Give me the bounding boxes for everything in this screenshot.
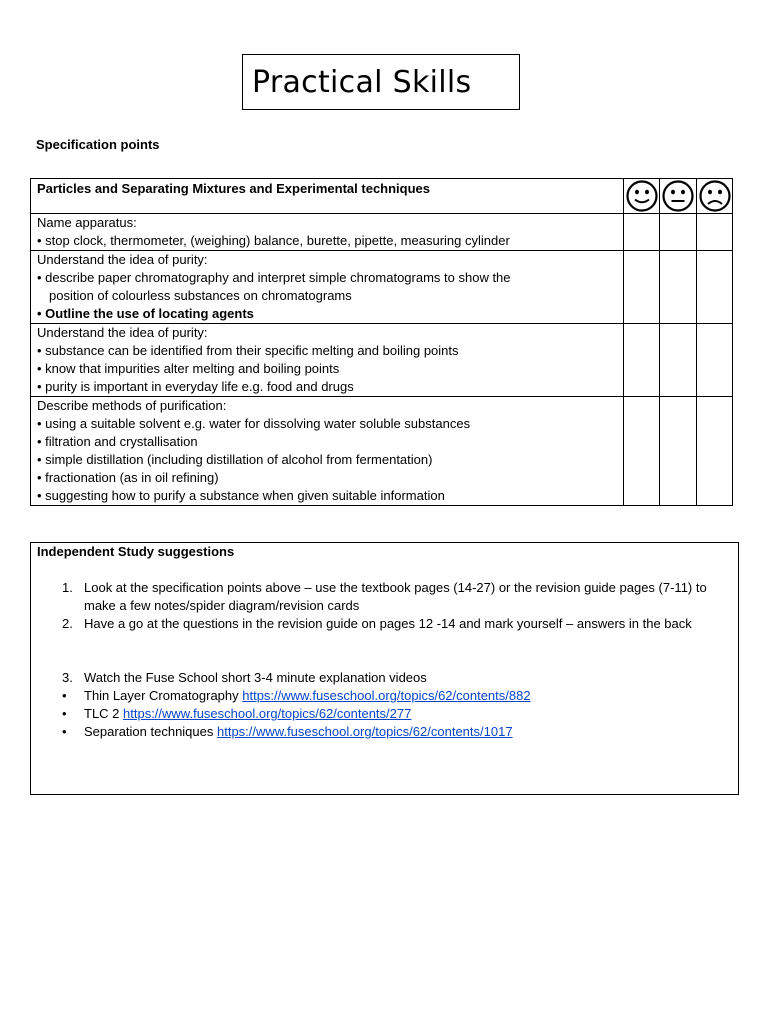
rating-cell-neutral[interactable] [660, 251, 697, 324]
specification-line: Understand the idea of purity: [37, 252, 208, 267]
specification-line: Name apparatus: [37, 215, 137, 230]
list-marker: • [62, 688, 67, 703]
table-row [31, 324, 733, 397]
neutral-face-icon [660, 179, 697, 214]
list-marker: • [62, 706, 67, 721]
specification-cell [31, 324, 624, 397]
rating-cell-sad[interactable] [697, 324, 733, 397]
list-marker: 1. [62, 580, 73, 595]
specification-line: position of colourless substances on chromatograms [49, 288, 352, 303]
specification-line: • filtration and crystallisation [37, 434, 198, 449]
specification-line: • purity is important in everyday life e.g. food and drugs [37, 379, 354, 394]
rating-cell-neutral[interactable] [660, 324, 697, 397]
video-link[interactable]: https://www.fuseschool.org/topics/62/contents/882 [242, 688, 531, 703]
video-link[interactable]: https://www.fuseschool.org/topics/62/contents/277 [123, 706, 412, 721]
list-item-text: Look at the specification points above – use the textbook pages (14-27) or the revision guide pages (7-11) to make a few notes/spider diagram/revision cards [84, 580, 707, 613]
rating-cell-happy[interactable] [624, 324, 660, 397]
list-item-text: TLC 2 https://www.fuseschool.org/topics/62/contents/277 [84, 706, 412, 721]
rating-cell-happy[interactable] [624, 214, 660, 251]
specification-line: • using a suitable solvent e.g. water for dissolving water soluble substances [37, 416, 471, 431]
rating-cell-happy[interactable] [624, 251, 660, 324]
table-row [31, 214, 733, 251]
list-item-text: Have a go at the questions in the revision guide on pages 12 -14 and mark yourself – answers in the back [84, 616, 692, 631]
table-row [31, 251, 733, 324]
table-header-title: Particles and Separating Mixtures and Experimental techniques [31, 179, 624, 214]
list-item-text: Separation techniques https://www.fuseschool.org/topics/62/contents/1017 [84, 724, 513, 739]
specification-line: Describe methods of purification: [37, 398, 227, 413]
specification-line: • Outline the use of locating agents [37, 306, 254, 321]
video-link[interactable]: https://www.fuseschool.org/topics/62/contents/1017 [216, 724, 513, 739]
specification-table [30, 178, 733, 506]
rating-cell-sad[interactable] [697, 251, 733, 324]
specification-heading: Specification points [36, 137, 160, 152]
title-box [242, 54, 520, 110]
independent-study-box [30, 542, 739, 795]
specification-line: • suggesting how to purify a substance when given suitable information [37, 488, 445, 503]
list-marker: 3. [62, 670, 73, 685]
specification-line: • simple distillation (including distillation of alcohol from fermentation) [37, 452, 433, 467]
specification-line: • know that impurities alter melting and boiling points [37, 361, 340, 376]
specification-cell [31, 397, 624, 506]
rating-cell-sad[interactable] [697, 214, 733, 251]
list-item-text: Watch the Fuse School short 3-4 minute explanation videos [84, 670, 427, 685]
rating-cell-neutral[interactable] [660, 214, 697, 251]
rating-cell-sad[interactable] [697, 397, 733, 506]
table-row [31, 397, 733, 506]
specification-line: • describe paper chromatography and interpret simple chromatograms to show the [37, 270, 511, 285]
list-marker: 2. [62, 616, 73, 631]
specification-line: Understand the idea of purity: [37, 325, 208, 340]
independent-study-heading: Independent Study suggestions [37, 544, 235, 559]
specification-line: • substance can be identified from their specific melting and boiling points [37, 343, 459, 358]
table-header-row [31, 179, 733, 214]
rating-cell-neutral[interactable] [660, 397, 697, 506]
list-marker: • [62, 724, 67, 739]
specification-line: • fractionation (as in oil refining) [37, 470, 219, 485]
page-title: Practical Skills [252, 64, 472, 100]
sad-face-icon [697, 179, 733, 214]
list-item-text: Thin Layer Cromatography https://www.fuseschool.org/topics/62/contents/882 [84, 688, 531, 703]
specification-cell [31, 251, 624, 324]
specification-line: • stop clock, thermometer, (weighing) balance, burette, pipette, measuring cylinder [37, 233, 510, 248]
happy-face-icon [624, 179, 660, 214]
specification-cell [31, 214, 624, 251]
rating-cell-happy[interactable] [624, 397, 660, 506]
